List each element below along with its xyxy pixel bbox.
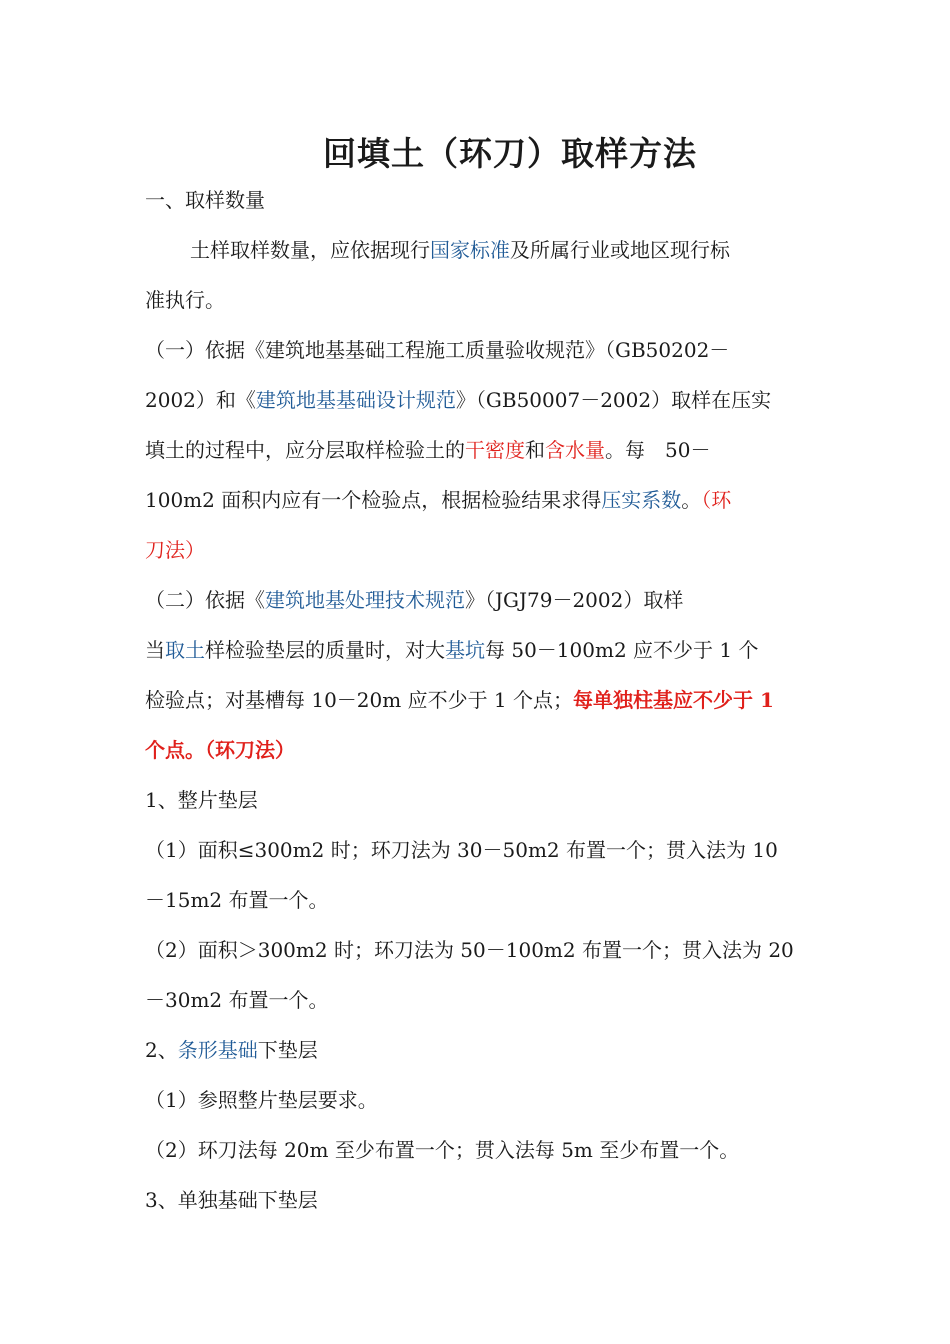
text-run: －15m2 布置一个。 — [145, 888, 329, 912]
text-run: （二）依据《 — [145, 588, 265, 612]
paragraph-line — [145, 436, 815, 464]
paragraph-line — [145, 736, 815, 764]
text-run: －30m2 布置一个。 — [145, 988, 329, 1012]
text-run: 1、整片垫层 — [145, 788, 258, 812]
paragraph-line — [145, 986, 815, 1014]
text-run: 。每 50－ — [605, 438, 711, 462]
text-run: 检验点；对基槽每 10－20m 应不少于 1 个点； — [145, 688, 574, 712]
highlight-term: 刀法） — [145, 538, 205, 562]
paragraph-line — [145, 886, 815, 914]
text-run: 》（JGJ79－2002）取样 — [465, 588, 684, 612]
text-run: 100m2 面积内应有一个检验点，根据检验结果求得 — [145, 488, 602, 512]
paragraph-line — [145, 486, 815, 514]
paragraph-line — [145, 186, 815, 214]
paragraph-line — [145, 386, 815, 414]
paragraph-line — [145, 1086, 815, 1114]
paragraph-line — [145, 836, 815, 864]
text-run: 》（GB50007－2002）取样在压实 — [455, 388, 772, 412]
text-run: 每 50－100m2 应不少于 1 个 — [485, 638, 759, 662]
document-title: 回填土（环刀）取样方法 — [323, 134, 697, 173]
paragraph-line — [190, 236, 860, 264]
text-run: 一、取样数量 — [145, 188, 265, 212]
text-run: （2）面积＞300m2 时；环刀法为 50－100m2 布置一个；贯入法为 20 — [145, 938, 794, 962]
paragraph-line — [145, 636, 815, 664]
highlight-term: 含水量 — [545, 438, 605, 462]
text-run: （1）参照整片垫层要求。 — [145, 1088, 378, 1112]
text-run: 准执行。 — [145, 288, 225, 312]
text-run: （2）环刀法每 20m 至少布置一个；贯入法每 5m 至少布置一个。 — [145, 1138, 740, 1162]
link-term: 取土 — [165, 638, 205, 662]
text-run: 。 — [681, 488, 702, 512]
paragraph-line — [145, 786, 815, 814]
emphasis-term: 每单独柱基应不少于 1 — [573, 688, 774, 712]
link-term: 基坑 — [445, 638, 485, 662]
paragraph-line — [145, 536, 815, 564]
link-term: 建筑地基基础设计规范 — [255, 388, 456, 412]
link-term: 国家标准 — [430, 238, 510, 262]
link-term: 压实系数 — [601, 488, 682, 512]
emphasis-term: 个点。（环刀法） — [145, 738, 295, 762]
paragraph-line — [145, 1186, 815, 1214]
paragraph-line — [145, 586, 815, 614]
paragraph-line — [145, 1136, 815, 1164]
text-run: 当 — [145, 638, 165, 662]
text-run: （1）面积≤300m2 时；环刀法为 30－50m2 布置一个；贯入法为 10 — [145, 838, 778, 862]
text-run: 2、 — [145, 1038, 178, 1062]
text-run: 和 — [525, 438, 545, 462]
text-run: 3、单独基础下垫层 — [145, 1188, 318, 1212]
text-run: 填土的过程中，应分层取样检验土的 — [145, 438, 465, 462]
paragraph-line — [145, 286, 815, 314]
text-run: 土样取样数量，应依据现行 — [190, 238, 430, 262]
paragraph-line — [145, 686, 815, 714]
link-term: 建筑地基处理技术规范 — [265, 588, 465, 612]
text-run: 2002）和《 — [145, 388, 256, 412]
paragraph-line — [145, 336, 815, 364]
text-run: 样检验垫层的质量时，对大 — [205, 638, 445, 662]
paragraph-line — [145, 1036, 815, 1064]
paragraph-line — [145, 936, 815, 964]
text-run: （一）依据《建筑地基基础工程施工质量验收规范》（GB50202－ — [145, 338, 730, 362]
text-run: 下垫层 — [257, 1038, 318, 1062]
highlight-term: （环 — [701, 488, 732, 512]
highlight-term: 干密度 — [465, 438, 525, 462]
text-run: 及所属行业或地区现行标 — [510, 238, 730, 262]
link-term: 条形基础 — [177, 1038, 258, 1062]
